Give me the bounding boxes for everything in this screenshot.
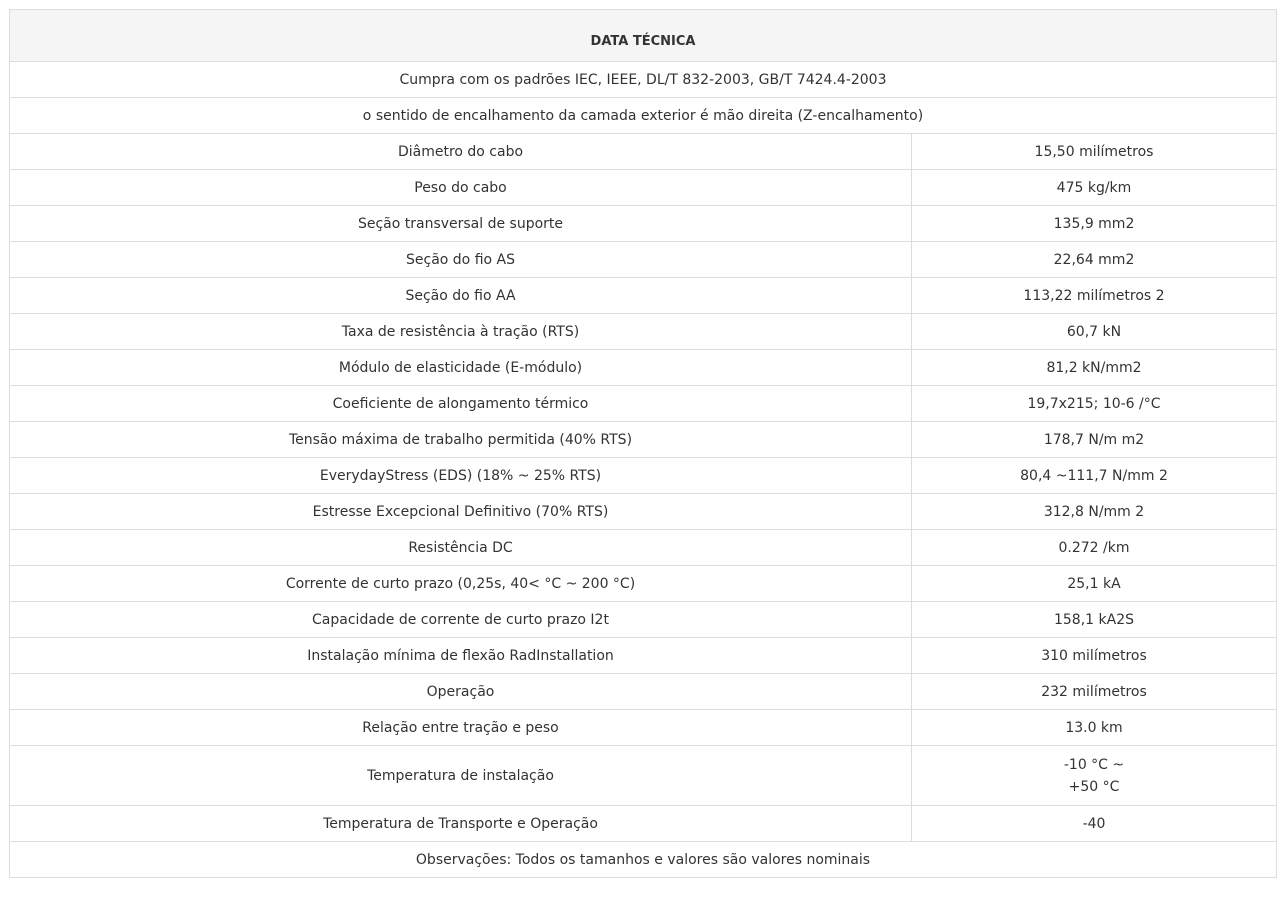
table-row xyxy=(10,530,1277,566)
row-label: Resistência DC xyxy=(10,530,912,566)
table-header-row xyxy=(10,10,1277,62)
stranding-row xyxy=(10,98,1277,134)
row-label: Capacidade de corrente de curto prazo I2t xyxy=(10,602,912,638)
table-row xyxy=(10,386,1277,422)
table-row xyxy=(10,278,1277,314)
row-label: Operação xyxy=(10,674,912,710)
row-label: Seção do fio AA xyxy=(10,278,912,314)
table-row xyxy=(10,638,1277,674)
row-label: Tensão máxima de trabalho permitida (40% RTS) xyxy=(10,422,912,458)
install-temp-row xyxy=(10,746,1277,806)
table-row xyxy=(10,458,1277,494)
table-row xyxy=(10,314,1277,350)
row-value: 158,1 kA2S xyxy=(912,602,1277,638)
row-value: 15,50 milímetros xyxy=(912,134,1277,170)
table-row xyxy=(10,566,1277,602)
table-row xyxy=(10,170,1277,206)
table-row xyxy=(10,242,1277,278)
row-label: Seção do fio AS xyxy=(10,242,912,278)
row-value: 80,4 ~111,7 N/mm 2 xyxy=(912,458,1277,494)
tech-data-container xyxy=(9,9,1276,878)
table-row xyxy=(10,422,1277,458)
row-label: Coeficiente de alongamento térmico xyxy=(10,386,912,422)
install-temp-value xyxy=(912,746,1277,806)
install-temp-value-line2: +50 °C xyxy=(1068,778,1120,795)
row-value: 19,7x215; 10-6 /°C xyxy=(912,386,1277,422)
row-label: Taxa de resistência à tração (RTS) xyxy=(10,314,912,350)
install-temp-label: Temperatura de instalação xyxy=(10,746,912,806)
row-label: Estresse Excepcional Definitivo (70% RTS) xyxy=(10,494,912,530)
table-row xyxy=(10,602,1277,638)
row-value: 22,64 mm2 xyxy=(912,242,1277,278)
table-row xyxy=(10,710,1277,746)
tech-data-table xyxy=(9,9,1277,878)
table-row xyxy=(10,350,1277,386)
row-label: Seção transversal de suporte xyxy=(10,206,912,242)
table-row xyxy=(10,494,1277,530)
table-row xyxy=(10,134,1277,170)
row-value: 0.272 /km xyxy=(912,530,1277,566)
note-row xyxy=(10,842,1277,878)
table-row xyxy=(10,674,1277,710)
row-value: 232 milímetros xyxy=(912,674,1277,710)
row-label: EverydayStress (EDS) (18% ~ 25% RTS) xyxy=(10,458,912,494)
row-value: 13.0 km xyxy=(912,710,1277,746)
row-label: Instalação mínima de flexão RadInstallation xyxy=(10,638,912,674)
standards-row xyxy=(10,62,1277,98)
row-label: Diâmetro do cabo xyxy=(10,134,912,170)
row-value: 178,7 N/m m2 xyxy=(912,422,1277,458)
transport-temp-row xyxy=(10,806,1277,842)
row-label: Relação entre tração e peso xyxy=(10,710,912,746)
row-label: Módulo de elasticidade (E-módulo) xyxy=(10,350,912,386)
row-value: 135,9 mm2 xyxy=(912,206,1277,242)
row-value: 310 milímetros xyxy=(912,638,1277,674)
row-value: 60,7 kN xyxy=(912,314,1277,350)
table-title: DATA TÉCNICA xyxy=(10,10,1277,62)
transport-temp-label: Temperatura de Transporte e Operação xyxy=(10,806,912,842)
install-temp-value-line1: -10 °C ~ xyxy=(1063,756,1125,773)
row-label: Peso do cabo xyxy=(10,170,912,206)
transport-temp-value: -40 xyxy=(912,806,1277,842)
row-value: 113,22 milímetros 2 xyxy=(912,278,1277,314)
stranding-text: o sentido de encalhamento da camada exterior é mão direita (Z-encalhamento) xyxy=(10,98,1277,134)
row-label: Corrente de curto prazo (0,25s, 40< °C ~ 200 °C) xyxy=(10,566,912,602)
note-text: Observações: Todos os tamanhos e valores são valores nominais xyxy=(10,842,1277,878)
row-value: 25,1 kA xyxy=(912,566,1277,602)
row-value: 475 kg/km xyxy=(912,170,1277,206)
standards-text: Cumpra com os padrões IEC, IEEE, DL/T 832-2003, GB/T 7424.4-2003 xyxy=(10,62,1277,98)
row-value: 81,2 kN/mm2 xyxy=(912,350,1277,386)
row-value: 312,8 N/mm 2 xyxy=(912,494,1277,530)
table-row xyxy=(10,206,1277,242)
